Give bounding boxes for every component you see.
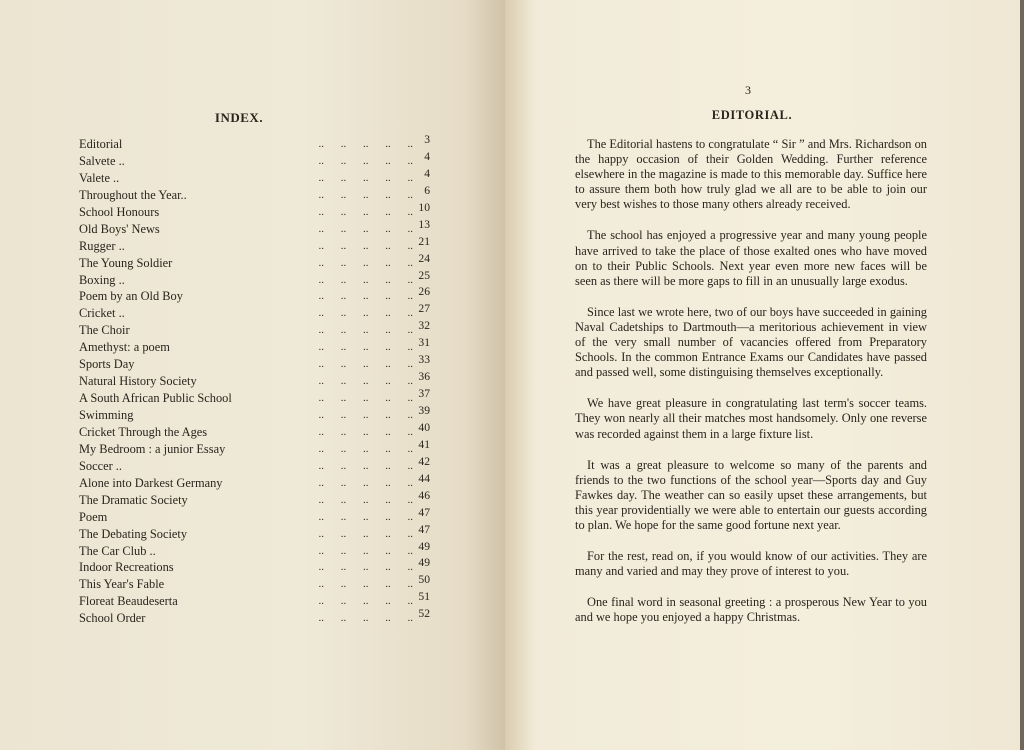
index-entry (79, 556, 439, 576)
leader-dots: .. .. .. .. .. (318, 341, 413, 354)
index-entry-title: School Honours (79, 204, 160, 219)
editorial-heading: EDITORIAL. (711, 108, 793, 122)
leader-dots: .. .. .. .. .. (318, 324, 413, 337)
editorial-paragraph: We have great pleasure in congratulating last term's soccer teams. They won nearly all their matches most handsomely. Only one reverse was recorded against them in a large fixture list. (575, 396, 927, 441)
leader-dots: .. .. .. .. .. (318, 239, 413, 252)
index-entry-title: The Young Soldier (79, 255, 173, 270)
index-entry-title: Rugger .. (79, 238, 125, 253)
leader-dots: .. .. .. .. .. (318, 527, 413, 540)
editorial-body (575, 137, 927, 641)
index-entry-page: 44 (418, 471, 430, 485)
index-entry-title: Sports Day (79, 357, 135, 372)
index-entry-page: 10 (418, 200, 430, 214)
index-entry (79, 454, 439, 475)
index-entry-page: 13 (418, 217, 430, 231)
index-entry (79, 488, 439, 509)
index-entry-title: Boxing .. (79, 272, 125, 287)
editorial-paragraph: Since last we wrote here, two of our boys have succeeded in gaining Naval Cadetships to Dartmouth—a meritorious achievement in view of the very small number of vacancies offered from Preparatory Schools. In the common Entrance Exams our Candidates have passed and passed well, some distinguising themselves exceptionally. (575, 304, 927, 380)
index-heading: INDEX. (214, 110, 264, 125)
index-entry-title: The Dramatic Society (79, 492, 188, 507)
index-entry (79, 590, 439, 610)
index-entry-title: The Car Club .. (79, 543, 156, 558)
index-entry-title: Swimming (79, 408, 134, 422)
index-entry-title: A South African Public School (79, 391, 232, 406)
leader-dots: .. .. .. .. .. (318, 358, 413, 371)
index-entry-page: 40 (418, 420, 430, 434)
editorial-paragraph: The school has enjoyed a progressive year and many young people have arrived to take the place of those exalted ones who have moved on to their Public Schools. Next year even more new faces will be seen as there will be more gaps to fill in an unusually large exodus. (575, 228, 927, 288)
index-entry-page: 31 (418, 336, 430, 350)
leader-dots: .. .. .. .. .. (318, 188, 413, 201)
index-entry (79, 268, 439, 289)
leader-dots: .. .. .. .. .. (318, 138, 413, 150)
index-entry-page: 24 (418, 251, 430, 265)
index-entry-page: 41 (418, 437, 430, 451)
editorial-paragraph: It was a great pleasure to welcome so many of the parents and friends to the two functions of the school year—Sports day and Guy Fawkes day. The weather can so easily upset these arrangements, but this year providentially we were able to entertain our guests according to plan. We hope for the same good fortune next year. (575, 457, 927, 532)
leader-dots: .. .. .. .. .. (318, 612, 413, 625)
index-entry-page: 25 (418, 268, 430, 282)
index-list (79, 133, 439, 627)
index-entry-title: This Year's Fable (79, 577, 165, 592)
index-entry (79, 183, 439, 204)
leader-dots: .. .. .. .. .. (318, 442, 413, 455)
index-entry-page: 51 (418, 590, 430, 604)
index-entry (79, 319, 439, 339)
index-entry (79, 251, 439, 272)
index-entry-page: 39 (418, 404, 430, 417)
index-entry-title: Alone into Darkest Germany (79, 475, 223, 490)
index-entry-title: Throughout the Year.. (79, 187, 187, 202)
leader-dots: .. .. .. .. .. (318, 493, 413, 506)
index-entry-title: Poem (79, 509, 108, 524)
leader-dots: .. .. .. .. .. (318, 222, 413, 235)
index-entry-page: 37 (418, 387, 430, 401)
leader-dots: .. .. .. .. .. (318, 476, 413, 489)
index-entry-page: 33 (418, 353, 430, 367)
index-entry-title: Editorial (79, 137, 123, 151)
leader-dots: .. .. .. .. .. (318, 459, 413, 472)
index-entry-title: Soccer .. (79, 458, 123, 473)
index-entry-page: 46 (418, 488, 430, 502)
index-entry-page: 21 (418, 234, 430, 248)
leader-dots: .. .. .. .. .. (318, 392, 413, 405)
left-page-index (0, 0, 505, 750)
index-entry-page: 26 (418, 285, 430, 299)
index-entry (79, 370, 439, 390)
index-entry (79, 573, 439, 593)
index-entry-title: The Debating Society (79, 526, 188, 541)
index-entry-page: 47 (418, 522, 430, 536)
index-entry (79, 302, 439, 322)
index-entry-page: 27 (418, 302, 430, 316)
index-entry-title: Valete .. (79, 170, 120, 185)
index-entry (79, 166, 439, 187)
editorial-paragraph: One final word in seasonal greeting : a prosperous New Year to you and we hope you enjoyed a happy Christmas. (575, 595, 927, 625)
index-entry (79, 471, 439, 492)
index-entry (79, 149, 439, 170)
index-entry-page: 50 (418, 573, 430, 587)
leader-dots: .. .. .. .. .. (318, 171, 413, 184)
index-entry (79, 285, 439, 305)
index-entry-page: 3 (424, 133, 430, 146)
leader-dots: .. .. .. .. .. (318, 154, 413, 167)
index-entry-title: Amethyst: a poem (79, 340, 170, 355)
index-entry-page: 32 (418, 319, 430, 333)
leader-dots: .. .. .. .. .. (318, 425, 413, 438)
leader-dots: .. .. .. .. .. (318, 409, 413, 421)
index-entry (79, 505, 439, 526)
index-entry-title: Old Boys' News (79, 221, 160, 236)
leader-dots: .. .. .. .. .. (318, 375, 413, 388)
leader-dots: .. .. .. .. .. (318, 510, 413, 523)
index-entry-title: Natural History Society (79, 374, 197, 389)
page-number: 3 (745, 83, 751, 97)
index-entry (79, 522, 439, 543)
index-entry-title: Poem by an Old Boy (79, 289, 183, 304)
editorial-paragraph: For the rest, read on, if you would know of our activities. They are many and varied and may they prove of interest to you. (575, 549, 927, 579)
index-entry-title: Cricket .. (79, 306, 125, 321)
index-entry-page: 52 (418, 607, 430, 621)
index-entry (79, 353, 439, 373)
leader-dots: .. .. .. .. .. (318, 256, 413, 269)
index-entry (79, 404, 439, 424)
index-entry-page: 36 (418, 370, 430, 384)
index-entry (79, 420, 439, 441)
index-entry (79, 437, 439, 458)
leader-dots: .. .. .. .. .. (318, 273, 413, 286)
index-entry (79, 217, 439, 238)
index-entry-title: The Choir (79, 323, 130, 338)
index-entry-page: 6 (424, 183, 430, 197)
book-edge (1020, 0, 1024, 750)
leader-dots: .. .. .. .. .. (318, 595, 413, 608)
index-entry-title: Indoor Recreations (79, 560, 174, 575)
index-entry-page: 47 (418, 505, 430, 519)
index-entry (79, 607, 439, 627)
index-entry (79, 336, 439, 356)
index-entry (79, 234, 439, 255)
index-entry-title: Salvete .. (79, 153, 125, 168)
leader-dots: .. .. .. .. .. (318, 544, 413, 557)
index-entry-title: Cricket Through the Ages (79, 424, 208, 439)
leader-dots: .. .. .. .. .. (318, 290, 413, 303)
index-entry (79, 387, 439, 407)
index-entry-page: 4 (424, 149, 430, 163)
editorial-paragraph: The Editorial hastens to congratulate “ Sir ” and Mrs. Richardson on the happy occasion of their Golden Wedding. Further reference elsewhere in the magazine is made to this memorable day. Suffice here to assure them both how truly glad we all are to be able to join our very best wishes to those many others already received. (575, 137, 927, 212)
leader-dots: .. .. .. .. .. (318, 307, 413, 320)
index-entry-page: 49 (418, 539, 430, 553)
index-entry (79, 133, 439, 153)
leader-dots: .. .. .. .. .. (318, 561, 413, 574)
leader-dots: .. .. .. .. .. (318, 578, 413, 591)
leader-dots: .. .. .. .. .. (318, 205, 413, 218)
index-entry (79, 539, 439, 560)
index-entry-title: School Order (79, 611, 146, 626)
index-entry (79, 200, 439, 221)
index-entry-title: My Bedroom : a junior Essay (79, 441, 226, 456)
index-entry-page: 4 (424, 166, 430, 180)
index-entry-title: Floreat Beaudeserta (79, 594, 178, 609)
index-entry-page: 49 (418, 556, 430, 570)
index-entry-page: 42 (418, 454, 430, 468)
